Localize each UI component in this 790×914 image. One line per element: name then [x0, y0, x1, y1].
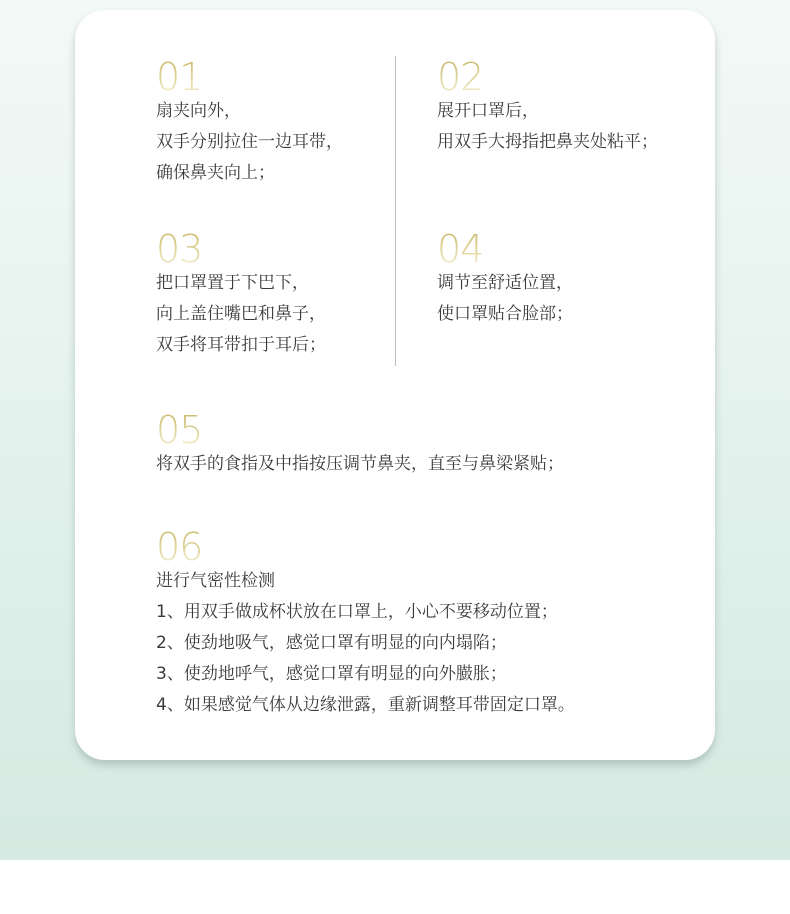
step-text-line: 确保鼻夹向上；: [156, 163, 275, 183]
step-heading: 进行气密性检测: [156, 571, 275, 591]
instructions-card: [75, 10, 715, 760]
step-number: 04: [437, 230, 573, 266]
step-2: [437, 55, 658, 158]
step-text-line: 用双手大拇指把鼻夹处粘平；: [437, 132, 658, 152]
step-text-line: 扇夹向外，: [156, 101, 241, 121]
step-text-line: 1、用双手做成杯状放在口罩上，小心不要移动位置；: [156, 602, 558, 622]
step-number: 05: [156, 411, 564, 447]
step-number: 01: [156, 58, 343, 94]
step-text-line: 双手分别拉住一边耳带，: [156, 132, 343, 152]
step-text-line: 将双手的食指及中指按压调节鼻夹，直至与鼻梁紧贴；: [156, 454, 564, 474]
step-number: 03: [156, 230, 326, 266]
step-number: 06: [156, 528, 575, 564]
step-6: [156, 525, 575, 721]
step-text-line: 把口罩置于下巴下，: [156, 273, 309, 293]
step-text-line: 向上盖住嘴巴和鼻子，: [156, 304, 326, 324]
step-number: 02: [437, 58, 658, 94]
step-text-line: 双手将耳带扣于耳后；: [156, 335, 326, 355]
column-divider: [395, 56, 396, 366]
step-1: [156, 55, 343, 189]
step-5: [156, 408, 564, 480]
step-text-line: 展开口罩后，: [437, 101, 539, 121]
step-text-line: 调节至舒适位置，: [437, 273, 573, 293]
step-text-line: 4、如果感觉气体从边缘泄露，重新调整耳带固定口罩。: [156, 695, 575, 715]
step-text-line: 2、使劲地吸气，感觉口罩有明显的向内塌陷；: [156, 633, 507, 653]
step-4: [437, 227, 573, 330]
step-text-line: 3、使劲地呼气，感觉口罩有明显的向外臌胀；: [156, 664, 507, 684]
step-text-line: 使口罩贴合脸部；: [437, 304, 573, 324]
step-3: [156, 227, 326, 361]
